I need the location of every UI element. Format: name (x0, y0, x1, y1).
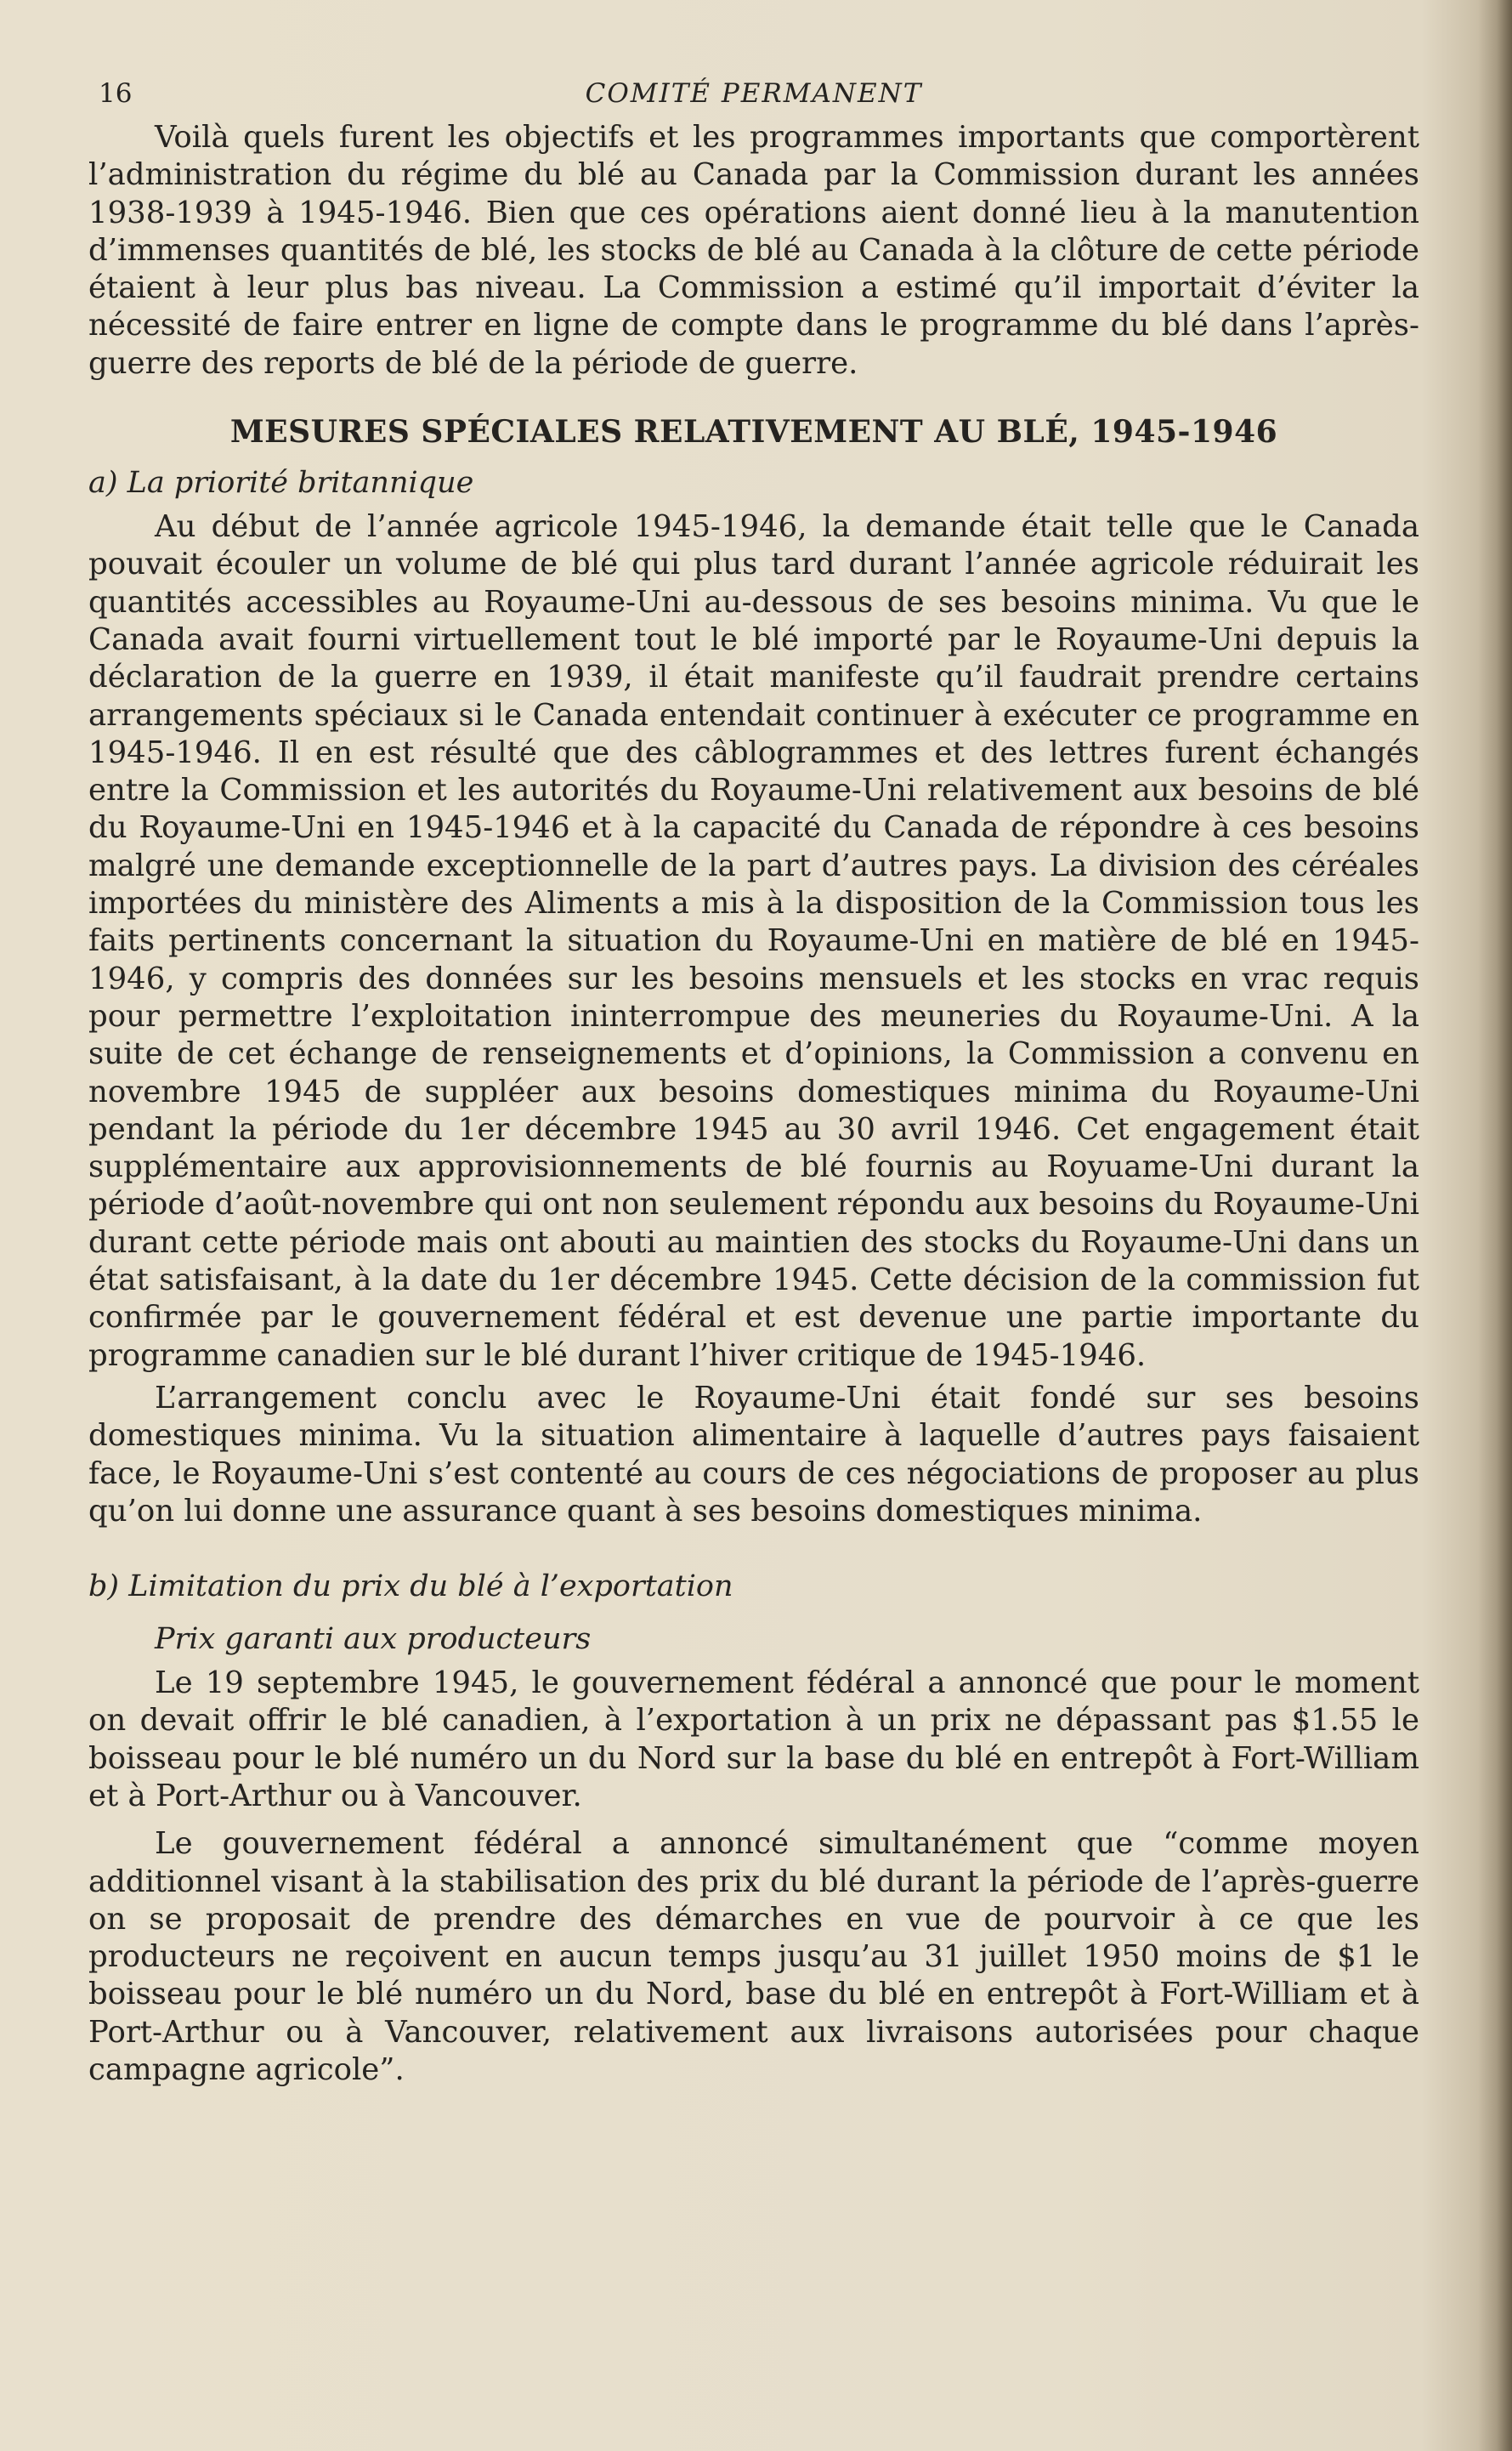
subsection-b-title: Limitation du prix du blé à l’exportation (128, 1569, 733, 1604)
subsection-a-paragraph-1: Au début de l’année agricole 1945-1946, la demande était telle que le Canada pouvait écouler un volume de blé qui plus tard durant l’année agricole réduirait les quantités accessibles au Royaume-Uni au-dessous de ses besoins minima. Vu que le Canada avait fourni virtuellement tout le blé importé par le Royaume-Uni depuis la déclaration de la guerre en 1939, il était manifeste qu’il faudrait prendre certains arrangements spéciaux si le Canada entendait continuer à exécuter ce programme en 1945-1946. Il en est résulté que des câblogrammes et des lettres furent échangés entre la Commission et les autorités du Royaume-Uni relativement aux besoins de blé du Royaume-Uni en 1945-1946 et à la capacité du Canada de répondre à ces besoins malgré une demande exceptionnelle de la part d’autres pays. La division des céréales importées du ministère des Aliments a mis à la disposition de la Commission tous les faits pertinents concernant la situation du Royaume-Uni en matière de blé en 1945-1946, y compris des données sur les besoins mensuels et les stocks en vrac requis pour permettre l’exploitation ininterrompue des meuneries du Royaume-Uni. A la suite de cet échange de renseignements et d’opinions, la Commission a convenu en novembre 1945 de suppléer aux besoins domestiques minima du Royaume-Uni pendant la période du 1er décembre 1945 au 30 avril 1946. Cet engagement était supplémentaire aux approvisionnements de blé fournis au Royuame-Uni durant la période d’août-novembre qui ont non seulement répondu aux besoins du Royaume-Uni durant cette période mais ont abouti au maintien des stocks du Royaume-Uni dans un état satisfaisant, à la date du 1er décembre 1945. Cette décision de la commission fut confirmée par le gouvernement fédéral et est devenue une partie importante du programme canadien sur le blé durant l’hiver critique de 1945-1946. (88, 509, 1419, 1373)
subsection-b-letter: b) (88, 1569, 120, 1604)
subsection-b-paragraph-1: Le 19 septembre 1945, le gouvernement fédéral a annoncé que pour le moment on devait offrir le blé canadien, à l’exportation à un prix ne dépassant pas $1.55 le boisseau pour le blé numéro un du Nord sur la base du blé en entrepôt à Fort-William et à Port-Arthur ou à Vancouver. (88, 1665, 1419, 1813)
intro-paragraph: Voilà quels furent les objectifs et les programmes importants que comportèrent l’administration du régime du blé au Canada par la Commission durant les années 1938-1939 à 1945-1946. Bien que ces opérations aient donné lieu à la manutention d’immenses quantités de blé, les stocks de blé au Canada à la clôture de cette période étaient à leur plus bas niveau. La Commission a estimé qu’il importait d’éviter la nécessité de faire entrer en ligne de compte dans le programme du blé dans l’après-guerre des reports de blé de la période de guerre. (88, 120, 1419, 381)
subsection-a-letter: a) (88, 466, 118, 501)
page-edge-shadow (1478, 0, 1512, 2451)
subsection-b-paragraph-2: Le gouvernement fédéral a annoncé simultanément que “comme moyen additionnel visant à la stabilisation des prix du blé durant la période de l’après-guerre on se proposait de prendre des démarches en vue de pourvoir à ce que les producteurs ne reçoivent en aucun temps jusqu’au 31 juillet 1950 moins de $1 le boisseau pour le blé numéro un du Nord, base du blé en entrepôt à Fort-William et à Port-Arthur ou à Vancouver, relativement aux livraisons autorisées pour chaque campagne agricole”. (88, 1826, 1419, 2088)
page-number: 16 (99, 78, 133, 109)
page-content (88, 68, 1419, 2089)
subsection-a-heading (88, 462, 1419, 503)
section-heading: MESURES SPÉCIALES RELATIVEMENT AU BLÉ, 1945-1946 (229, 414, 1278, 451)
running-head (88, 68, 1419, 119)
subsection-a-title: La priorité britannique (127, 466, 474, 501)
running-title: COMITÉ PERMANENT (585, 78, 923, 109)
subsection-b-heading (88, 1566, 1419, 1607)
subsection-a-paragraph-2: L’arrangement conclu avec le Royaume-Uni était fondé sur ses besoins domestiques minima. Vu la situation alimentaire à laquelle d’autres pays faisaient face, le Royaume-Uni s’est contenté au cours de ces négociations de proposer au plus qu’on lui donne une assurance quant à ses besoins domestiques minima. (88, 1380, 1419, 1529)
subsection-b-subtitle: Prix garanti aux producteurs (155, 1622, 592, 1657)
